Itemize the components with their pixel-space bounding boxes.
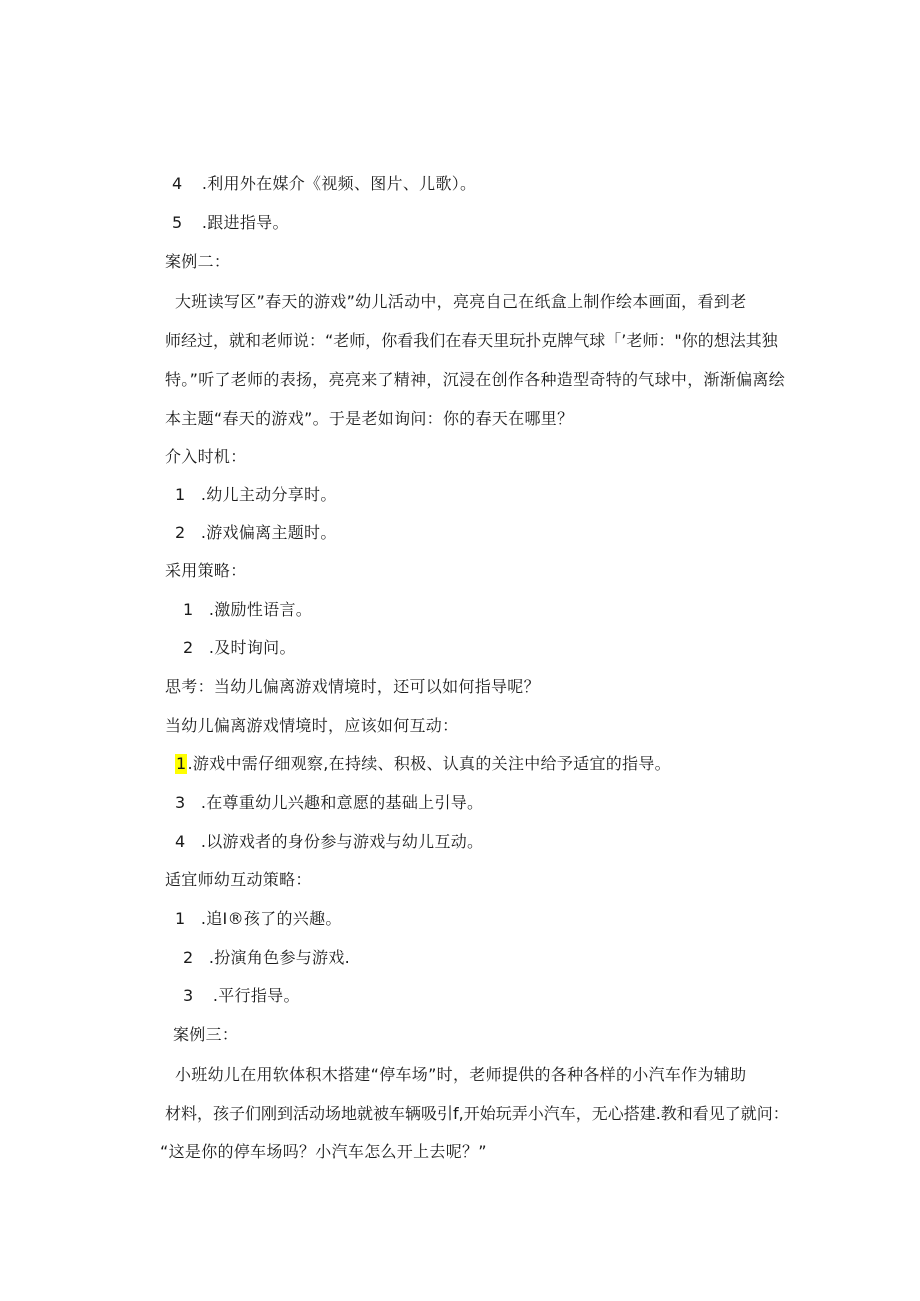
- list-text: .追I®孩了的兴趣。: [200, 909, 342, 928]
- list-text: .及时询问。: [208, 638, 296, 657]
- list-number: 2: [183, 638, 194, 657]
- list-item: [175, 754, 671, 774]
- list-text: .游戏偏离主题时。: [200, 523, 337, 542]
- paragraph-line: 本主题“春天的游戏”。于是老如询问：你的春天在哪里？: [165, 409, 574, 428]
- list-number: 3: [183, 986, 194, 1005]
- list-item: [183, 986, 300, 1006]
- list-item: [175, 832, 483, 852]
- list-item: [175, 485, 337, 505]
- paragraph-line: 小班幼儿在用软体积木搭建“停车场”时，老师提供的各种各样的小汽车作为辅助: [175, 1065, 747, 1084]
- list-text: .扮演角色参与游戏.: [208, 948, 351, 967]
- highlighted-list-number: 1: [176, 754, 187, 773]
- list-text: .幼儿主动分享时。: [200, 485, 337, 504]
- list-item: [175, 909, 342, 929]
- list-item: [172, 213, 289, 233]
- list-item: [183, 638, 296, 658]
- list-number: 1: [175, 485, 186, 504]
- list-item: [175, 793, 483, 813]
- paragraph-line: 师经过，就和老师说：“老师，你看我们在春天里玩扑克牌气球「’老师："你的想法其独: [165, 331, 778, 350]
- paragraph-line: 思考：当幼儿偏离游戏情境时，还可以如何指导呢？: [165, 677, 540, 696]
- list-text: .在尊重幼儿兴趣和意愿的基础上引导。: [200, 793, 484, 812]
- list-item: [183, 600, 312, 620]
- list-number: 2: [175, 523, 186, 542]
- list-text: .以游戏者的身份参与游戏与幼儿互动。: [200, 832, 484, 851]
- section-heading: 介入时机：: [165, 447, 247, 466]
- list-item: [175, 523, 337, 543]
- section-heading: 案例二：: [165, 252, 231, 271]
- paragraph-line: 特。”听了老师的表扬，亮亮来了精神，沉浸在创作各种造型奇特的气球中，渐渐偏离绘: [165, 370, 785, 389]
- list-text: .激励性语言。: [208, 600, 313, 619]
- list-number: 4: [172, 174, 183, 193]
- section-heading: 采用策略：: [165, 561, 247, 580]
- section-heading: 案例三：: [173, 1025, 239, 1044]
- section-heading: 当幼儿偏离游戏情境时，应该如何互动：: [165, 716, 459, 735]
- paragraph-line: “这是你的停车场吗？小汽车怎么开上去呢？”: [160, 1142, 487, 1161]
- list-text: .跟进指导。: [201, 213, 289, 232]
- paragraph-line: 材料，孩子们刚到活动场地就被车辆吸引f,开始玩弄小汽车，无心搭建.教和看见了就问：: [165, 1104, 789, 1123]
- list-number: 1: [183, 600, 194, 619]
- section-heading: 适宜师幼互动策略：: [165, 870, 312, 889]
- list-number: 3: [175, 793, 186, 812]
- list-item: [172, 174, 476, 194]
- list-number: 4: [175, 832, 186, 851]
- list-text: .利用外在媒介《视频、图片、儿歌）。: [201, 174, 477, 193]
- list-number: 1: [175, 909, 186, 928]
- list-text: .平行指导。: [212, 986, 300, 1005]
- list-number: 2: [183, 948, 194, 967]
- paragraph-line: 大班读写区”春天的游戏”幼儿活动中，亮亮自己在纸盒上制作绘本画面，看到老: [175, 292, 747, 311]
- list-number: 5: [172, 213, 183, 232]
- list-text: .游戏中需仔细观察,在持续、积极、认真的关注中给予适宜的指导。: [187, 754, 671, 773]
- list-item: [183, 948, 350, 968]
